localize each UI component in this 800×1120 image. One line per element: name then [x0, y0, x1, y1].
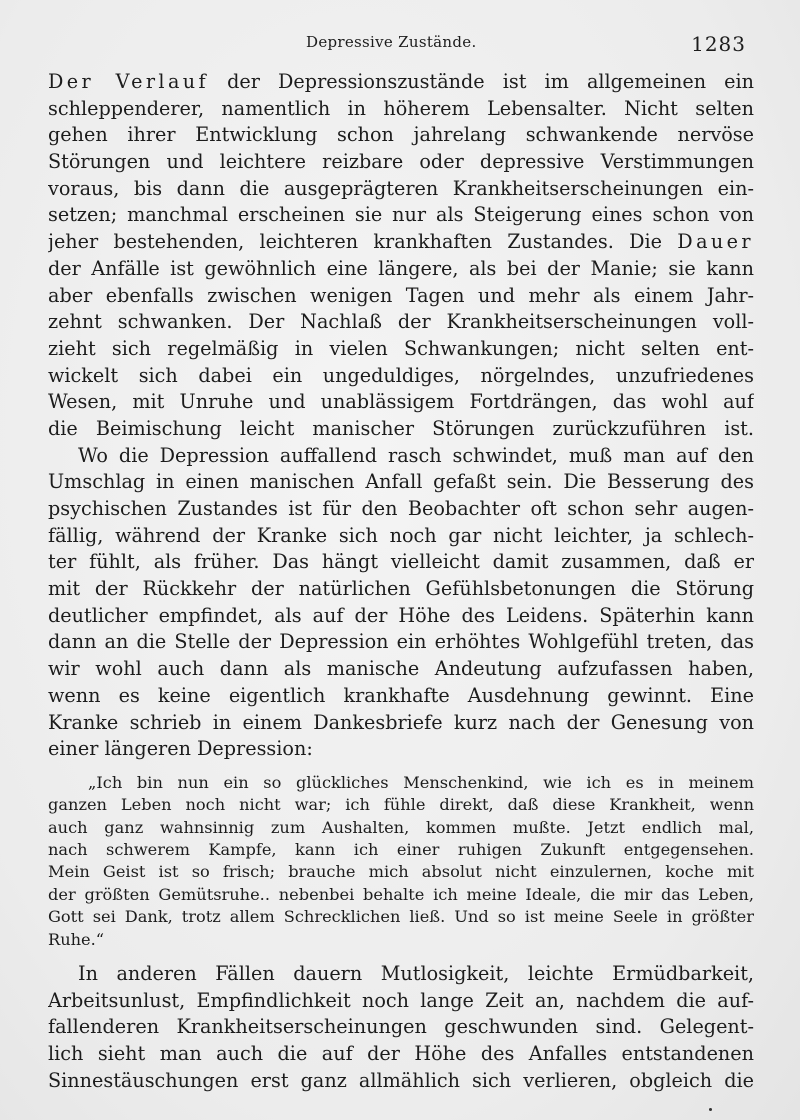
paragraph: [48, 69, 754, 443]
paragraph: [48, 443, 754, 763]
spaced-emphasis: Dauer: [677, 230, 754, 254]
text-line: lich sieht man auch die auf der Höhe des Anfalles entstandenen: [48, 1042, 754, 1066]
quote-line: auch ganz wahnsinnig zum Aushalten, kommen mußte. Jetzt endlich mal,: [48, 817, 754, 837]
text-line: Kranke schrieb in einem Dankesbriefe kurz nach der Genesung von: [48, 710, 754, 734]
text-line: Störungen und leichtere reizbare oder depressive Verstimmungen: [48, 150, 754, 174]
text-line: wickelt sich dabei ein ungeduldiges, nörgelndes, unzufriedenes: [48, 363, 754, 387]
text-line: Umschlag in einen manischen Anfall gefaßt sein. Die Besserung des: [48, 470, 754, 494]
text-line: jeher bestehenden, leichteren krankhaften Zustandes. Die Dauer: [48, 230, 754, 254]
spaced-emphasis: Der Verlauf: [48, 70, 210, 93]
page-number: 1283: [691, 32, 746, 56]
text-line: wenn es keine eigentlich krankhafte Ausdehnung gewinnt. Eine: [48, 683, 754, 707]
body-text: [48, 69, 754, 1094]
quote-line: der größten Gemütsruhe.. nebenbei behalte ich meine Ideale, die mir das Leben,: [48, 884, 754, 904]
page-header: [48, 32, 754, 60]
text-line: Arbeitsunlust, Empfindlichkeit noch lange Zeit an, nachdem die auf-: [48, 988, 754, 1012]
text-line: deutlicher empfindet, als auf der Höhe des Leidens. Späterhin kann: [48, 603, 754, 627]
text-line: psychischen Zustandes ist für den Beobachter oft schon sehr augen-: [48, 497, 754, 520]
text-line: fällig, während der Kranke sich noch gar nicht leichter, ja schlech-: [48, 523, 754, 547]
text-line: zehnt schwanken. Der Nachlaß der Krankheitserscheinungen voll-: [48, 310, 754, 334]
text-line: voraus, bis dann die ausgeprägteren Krankheitserscheinungen ein-: [48, 176, 754, 200]
text-line: fallenderen Krankheitserscheinungen geschwunden sind. Gelegent-: [48, 1015, 754, 1039]
text-line: mit der Rückkehr der natürlichen Gefühlsbetonungen die Störung: [48, 577, 754, 601]
paragraph: [48, 961, 754, 1094]
text-line: zieht sich regelmäßig in vielen Schwankungen; nicht selten ent-: [48, 336, 754, 360]
text-line: setzen; manchmal erscheinen sie nur als Steigerung eines schon von: [48, 203, 754, 227]
quote-line: Gott sei Dank, trotz allem Schrecklichen ließ. Und so ist meine Seele in größter: [48, 907, 754, 927]
text-line: einer längeren Depression:: [48, 737, 313, 761]
text-line: der Anfälle ist gewöhnlich eine längere, als bei der Manie; sie kann: [48, 256, 754, 280]
quote-line: nach schwerem Kampfe, kann ich einer ruhigen Zukunft entgegensehen.: [48, 840, 754, 860]
quote-line: „Ich bin nun ein so glückliches Menschenkind, wie ich es in meinem: [88, 772, 754, 792]
text-line: schleppenderer, namentlich in höherem Lebensalter. Nicht selten: [48, 96, 754, 120]
block-quote: [48, 772, 754, 951]
text-line: wir wohl auch dann als manische Andeutung aufzufassen haben,: [48, 657, 754, 681]
running-title: Depressive Zustände.: [306, 33, 477, 51]
quote-line: Mein Geist ist so frisch; brauche mich absolut nicht einzulernen, koche mit: [48, 862, 754, 882]
text-line: gehen ihrer Entwicklung schon jahrelang schwankende nervöse: [48, 123, 754, 147]
text-line: ter fühlt, als früher. Das hängt vielleicht damit zusammen, daß er: [48, 550, 754, 574]
text-line: die Beimischung leicht manischer Störungen zurückzuführen ist.: [48, 416, 754, 440]
text-line: Der Verlauf der Depressionszustände ist im allgemeinen ein: [48, 70, 754, 93]
text-line: Wo die Depression auffallend rasch schwindet, muß man auf den: [78, 443, 754, 467]
quote-line: ganzen Leben noch nicht war; ich fühle direkt, daß diese Krankheit, wenn: [48, 795, 754, 815]
text-line: dann an die Stelle der Depression ein erhöhtes Wohlgefühl treten, das: [48, 630, 754, 654]
text-line: aber ebenfalls zwischen wenigen Tagen und mehr als einem Jahr-: [48, 283, 754, 307]
quote-line: Ruhe.“: [48, 929, 105, 949]
text-line: Wesen, mit Unruhe und unablässigem Fortdrängen, das wohl auf: [48, 390, 754, 414]
text-line: In anderen Fällen dauern Mutlosigkeit, leichte Ermüdbarkeit,: [78, 962, 754, 985]
print-speck: [709, 1108, 712, 1111]
text-line: Sinnestäuschungen erst ganz allmählich sich verlieren, obgleich die: [48, 1068, 754, 1092]
